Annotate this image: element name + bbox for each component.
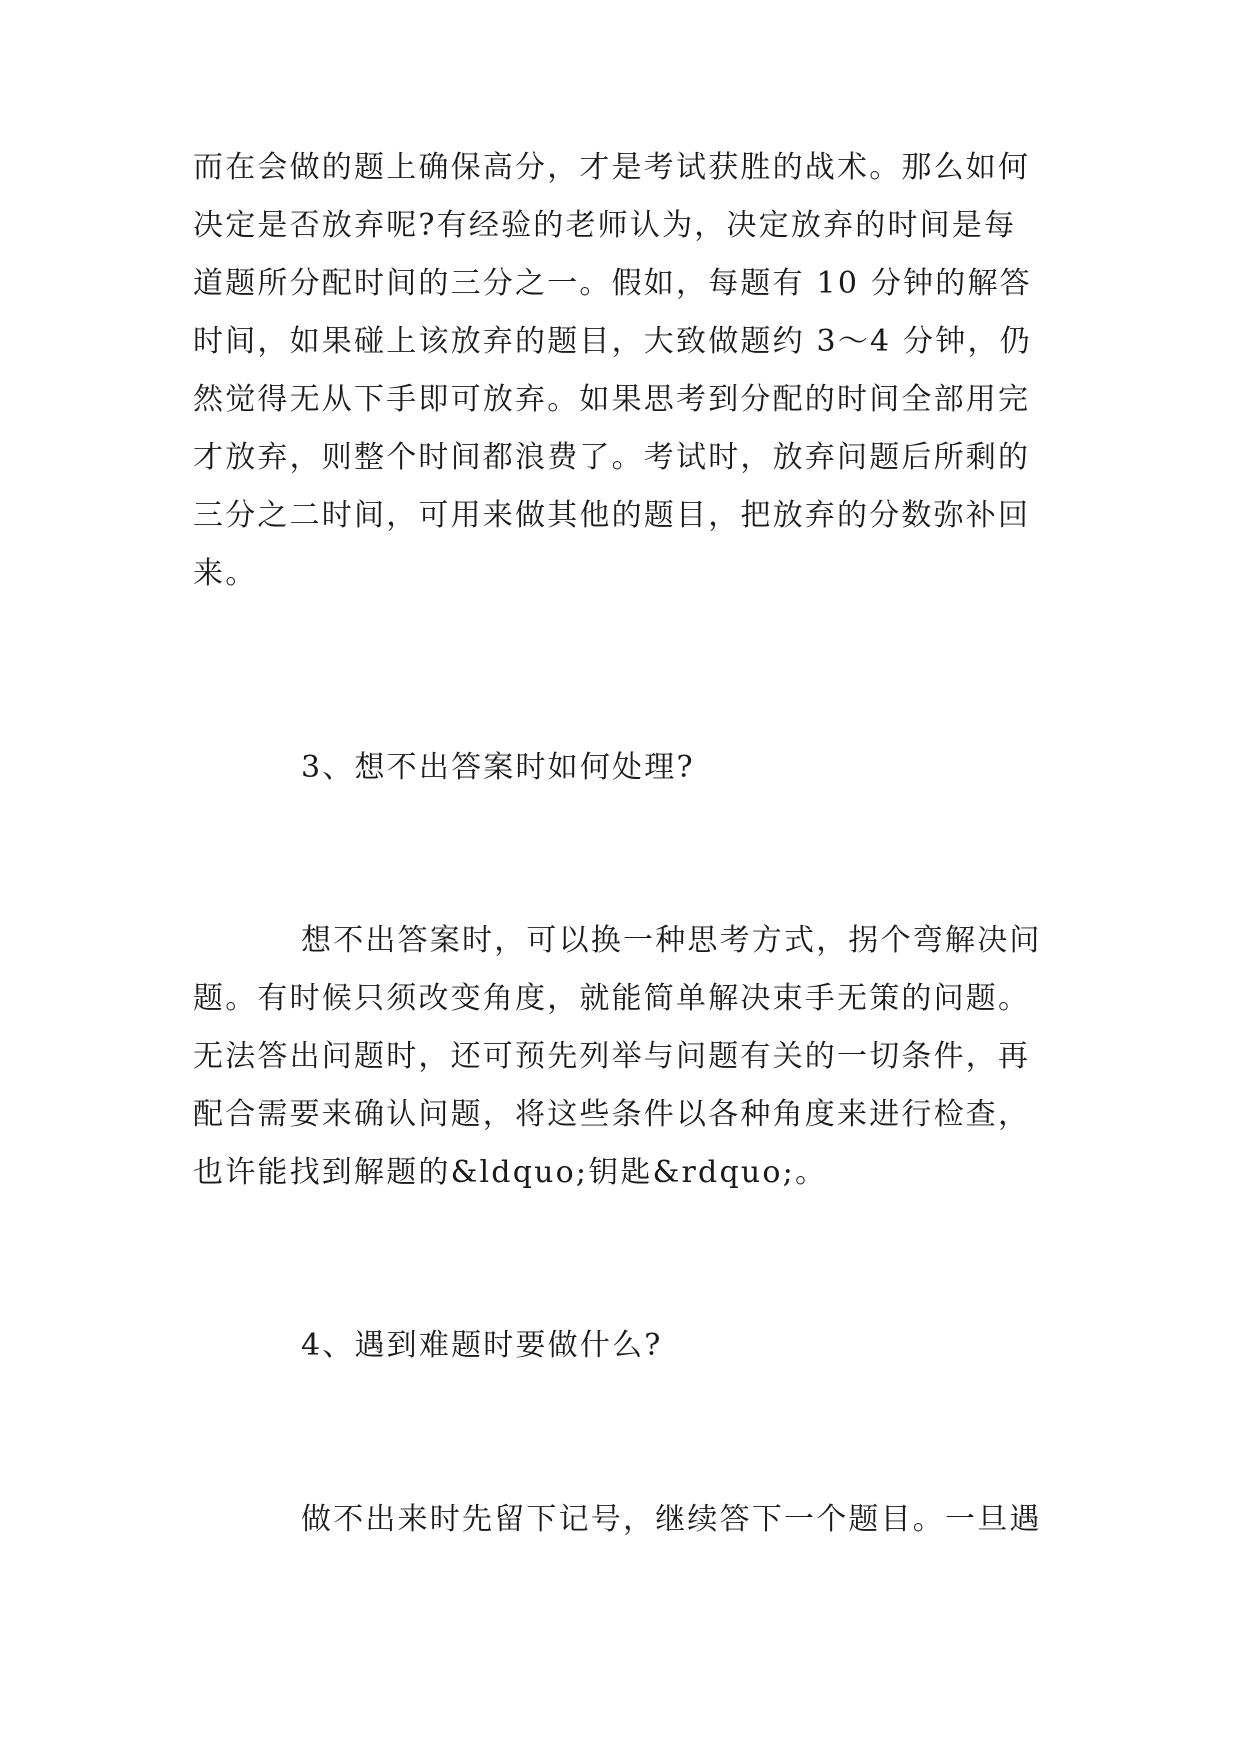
paragraph-1-line-4: 时间，如果碰上该放弃的题目，大致做题约 3～4 分钟，仍 <box>193 324 1032 359</box>
paragraph-1-line-7: 三分之二时间，可用来做其他的题目，把放弃的分数弥补回 <box>193 498 1031 533</box>
paragraph-3-line-1: 做不出来时先留下记号，继续答下一个题目。一旦遇 <box>301 1502 1042 1537</box>
section-heading-4: 4、遇到难题时要做什么? <box>301 1328 663 1363</box>
paragraph-1-line-5: 然觉得无从下手即可放弃。如果思考到分配的时间全部用完 <box>193 382 1031 417</box>
paragraph-1-line-8: 来。 <box>193 556 258 591</box>
section-heading-3: 3、想不出答案时如何处理? <box>301 750 695 785</box>
paragraph-2-line-1: 想不出答案时，可以换一种思考方式，拐个弯解决问 <box>301 923 1042 958</box>
paragraph-1-line-6: 才放弃，则整个时间都浪费了。考试时，放弃问题后所剩的 <box>193 440 1031 475</box>
paragraph-2-line-5: 也许能找到解题的&ldquo;钥匙&rdquo;。 <box>193 1155 828 1190</box>
paragraph-2-line-3: 无法答出问题时，还可预先列举与问题有关的一切条件，再 <box>193 1039 1031 1074</box>
paragraph-1-line-2: 决定是否放弃呢?有经验的老师认为，决定放弃的时间是每 <box>193 208 1017 243</box>
paragraph-1-line-1: 而在会做的题上确保高分，才是考试获胜的战术。那么如何 <box>193 150 1031 185</box>
paragraph-1-line-3: 道题所分配时间的三分之一。假如，每题有 10 分钟的解答 <box>193 266 1032 301</box>
paragraph-2-line-4: 配合需要来确认问题，将这些条件以各种角度来进行检查， <box>193 1097 1031 1132</box>
paragraph-2-line-2: 题。有时候只须改变角度，就能简单解决束手无策的问题。 <box>193 981 1031 1016</box>
